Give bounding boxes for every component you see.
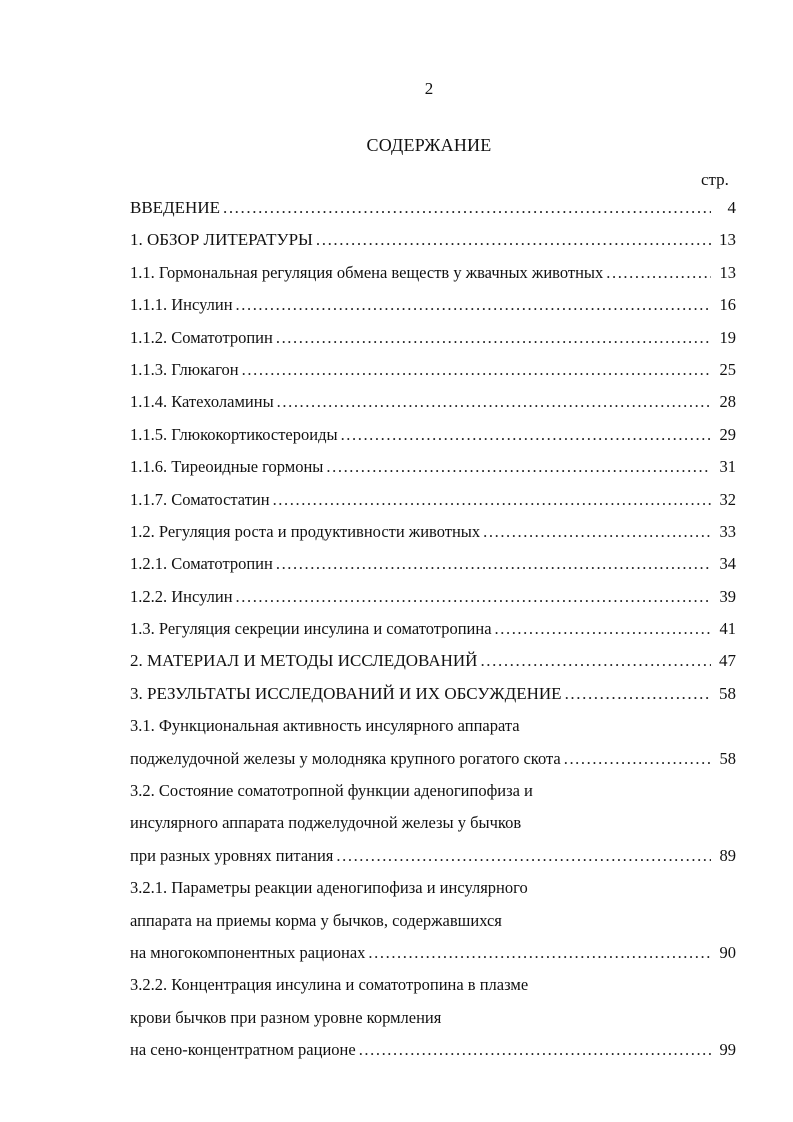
toc-leader-dots — [277, 392, 711, 412]
toc-leader-dots — [341, 425, 711, 445]
toc-entry — [130, 554, 736, 586]
toc-entry-page: 34 — [719, 554, 736, 574]
toc-leader-dots — [236, 587, 711, 607]
toc-entry-text: инсулярного аппарата поджелудочной железы у бычков — [130, 813, 522, 833]
toc-entry — [130, 522, 736, 554]
toc-entry-text: 3. РЕЗУЛЬТАТЫ ИССЛЕДОВАНИЙ И ИХ ОБСУЖДЕНИЕ — [130, 683, 562, 703]
toc-entry-line — [130, 813, 736, 845]
toc-entry-page: 13 — [719, 262, 736, 282]
toc-entry — [130, 587, 736, 619]
toc-leader-dots — [606, 263, 711, 283]
toc-entry-page: 25 — [719, 359, 736, 379]
toc-leader-dots — [326, 457, 711, 477]
toc-leader-dots — [565, 684, 711, 704]
toc-entry-page: 39 — [719, 586, 736, 606]
toc-title: СОДЕРЖАНИЕ — [366, 135, 492, 155]
table-of-contents — [130, 198, 736, 1073]
toc-entry — [130, 198, 736, 230]
toc-entry-text: крови бычков при разном уровне кормления — [130, 1007, 442, 1027]
toc-leader-dots — [564, 749, 711, 769]
toc-entry-text: 3.2.2. Концентрация инсулина и соматотропина в плазме — [130, 975, 529, 995]
toc-entry-text: 2. МАТЕРИАЛ И МЕТОДЫ ИССЛЕДОВАНИЙ — [130, 651, 478, 671]
toc-entry-text: 1.2.1. Соматотропин — [130, 554, 273, 574]
toc-entry-line — [130, 878, 736, 910]
toc-entry-line — [130, 1008, 736, 1040]
toc-entry-page: 58 — [719, 683, 736, 703]
toc-entry — [130, 749, 736, 781]
toc-entry-text: 1.1. Гормональная регуляция обмена веществ у жвачных животных — [130, 262, 604, 282]
toc-entry-text: 1.1.3. Глюкагон — [130, 359, 239, 379]
toc-leader-dots — [223, 198, 711, 218]
toc-entry — [130, 328, 736, 360]
toc-leader-dots — [368, 943, 711, 963]
toc-entry-text: при разных уровнях питания — [130, 845, 334, 865]
toc-entry-page: 89 — [719, 845, 736, 865]
toc-leader-dots — [480, 651, 711, 671]
toc-entry-text: 1.1.2. Соматотропин — [130, 327, 273, 347]
toc-leader-dots — [483, 522, 711, 542]
toc-entry-text: 3.2.1. Параметры реакции аденогипофиза и инсулярного — [130, 878, 528, 898]
toc-leader-dots — [276, 554, 711, 574]
toc-entry-text: 1.1.1. Инсулин — [130, 295, 233, 315]
toc-entry-page: 16 — [719, 295, 736, 315]
toc-entry-text: 1.1.6. Тиреоидные гормоны — [130, 457, 324, 477]
toc-entry — [130, 457, 736, 489]
toc-entry — [130, 651, 736, 683]
toc-leader-dots — [359, 1040, 711, 1060]
toc-entry-text: аппарата на приемы корма у бычков, содержавшихся — [130, 910, 502, 930]
toc-entry-text: 1.2.2. Инсулин — [130, 586, 233, 606]
toc-entry-page: 33 — [719, 521, 736, 541]
toc-leader-dots — [242, 360, 711, 380]
toc-leader-dots — [273, 490, 711, 510]
toc-entry-page: 47 — [719, 651, 736, 671]
toc-entry-page: 4 — [727, 198, 736, 217]
toc-leader-dots — [236, 295, 711, 315]
toc-entry-text: на многокомпонентных рационах — [130, 942, 366, 962]
toc-entry-page: 29 — [719, 424, 736, 444]
page-number: 2 — [424, 79, 434, 98]
toc-entry-text: 1. ОБЗОР ЛИТЕРАТУРЫ — [130, 230, 313, 250]
toc-entry-page: 32 — [719, 489, 736, 509]
toc-leader-dots — [336, 846, 711, 866]
toc-leader-dots — [276, 328, 711, 348]
toc-entry — [130, 619, 736, 651]
toc-leader-dots — [495, 619, 711, 639]
toc-entry-page: 58 — [719, 748, 736, 768]
toc-entry-page: 28 — [719, 392, 736, 412]
toc-entry — [130, 425, 736, 457]
toc-entry-page: 41 — [719, 619, 736, 639]
toc-entry-page: 13 — [719, 230, 736, 250]
toc-entry-text: 3.1. Функциональная активность инсулярного аппарата — [130, 716, 520, 736]
toc-entry-text: поджелудочной железы у молодняка крупного рогатого скота — [130, 748, 561, 768]
toc-entry-line — [130, 975, 736, 1007]
toc-entry — [130, 295, 736, 327]
toc-entry-page: 90 — [719, 942, 736, 962]
toc-entry — [130, 230, 736, 262]
toc-entry-text: 3.2. Состояние соматотропной функции аденогипофиза и — [130, 781, 533, 801]
toc-entry-text: ВВЕДЕНИЕ — [130, 198, 220, 217]
toc-entry-line — [130, 781, 736, 813]
toc-entry — [130, 846, 736, 878]
toc-entry-text: на сено-концентратном рационе — [130, 1040, 356, 1060]
toc-entry-page: 31 — [719, 457, 736, 477]
toc-entry-line — [130, 911, 736, 943]
toc-entry-line — [130, 716, 736, 748]
toc-entry-text: 1.1.7. Соматостатин — [130, 489, 270, 509]
toc-entry — [130, 360, 736, 392]
toc-entry-page: 99 — [719, 1040, 736, 1060]
toc-entry — [130, 943, 736, 975]
toc-entry-text: 1.1.5. Глюкокортикостероиды — [130, 424, 338, 444]
toc-entry — [130, 1040, 736, 1072]
toc-entry-text: 1.2. Регуляция роста и продуктивности животных — [130, 521, 481, 541]
toc-entry — [130, 263, 736, 295]
toc-entry-text: 1.3. Регуляция секреции инсулина и соматотропина — [130, 619, 492, 639]
toc-entry — [130, 392, 736, 424]
toc-leader-dots — [316, 230, 711, 250]
toc-entry — [130, 490, 736, 522]
toc-entry-page: 19 — [719, 327, 736, 347]
toc-entry — [130, 684, 736, 716]
toc-entry-text: 1.1.4. Катехоламины — [130, 392, 274, 412]
page-column-label: стр. — [701, 170, 729, 189]
